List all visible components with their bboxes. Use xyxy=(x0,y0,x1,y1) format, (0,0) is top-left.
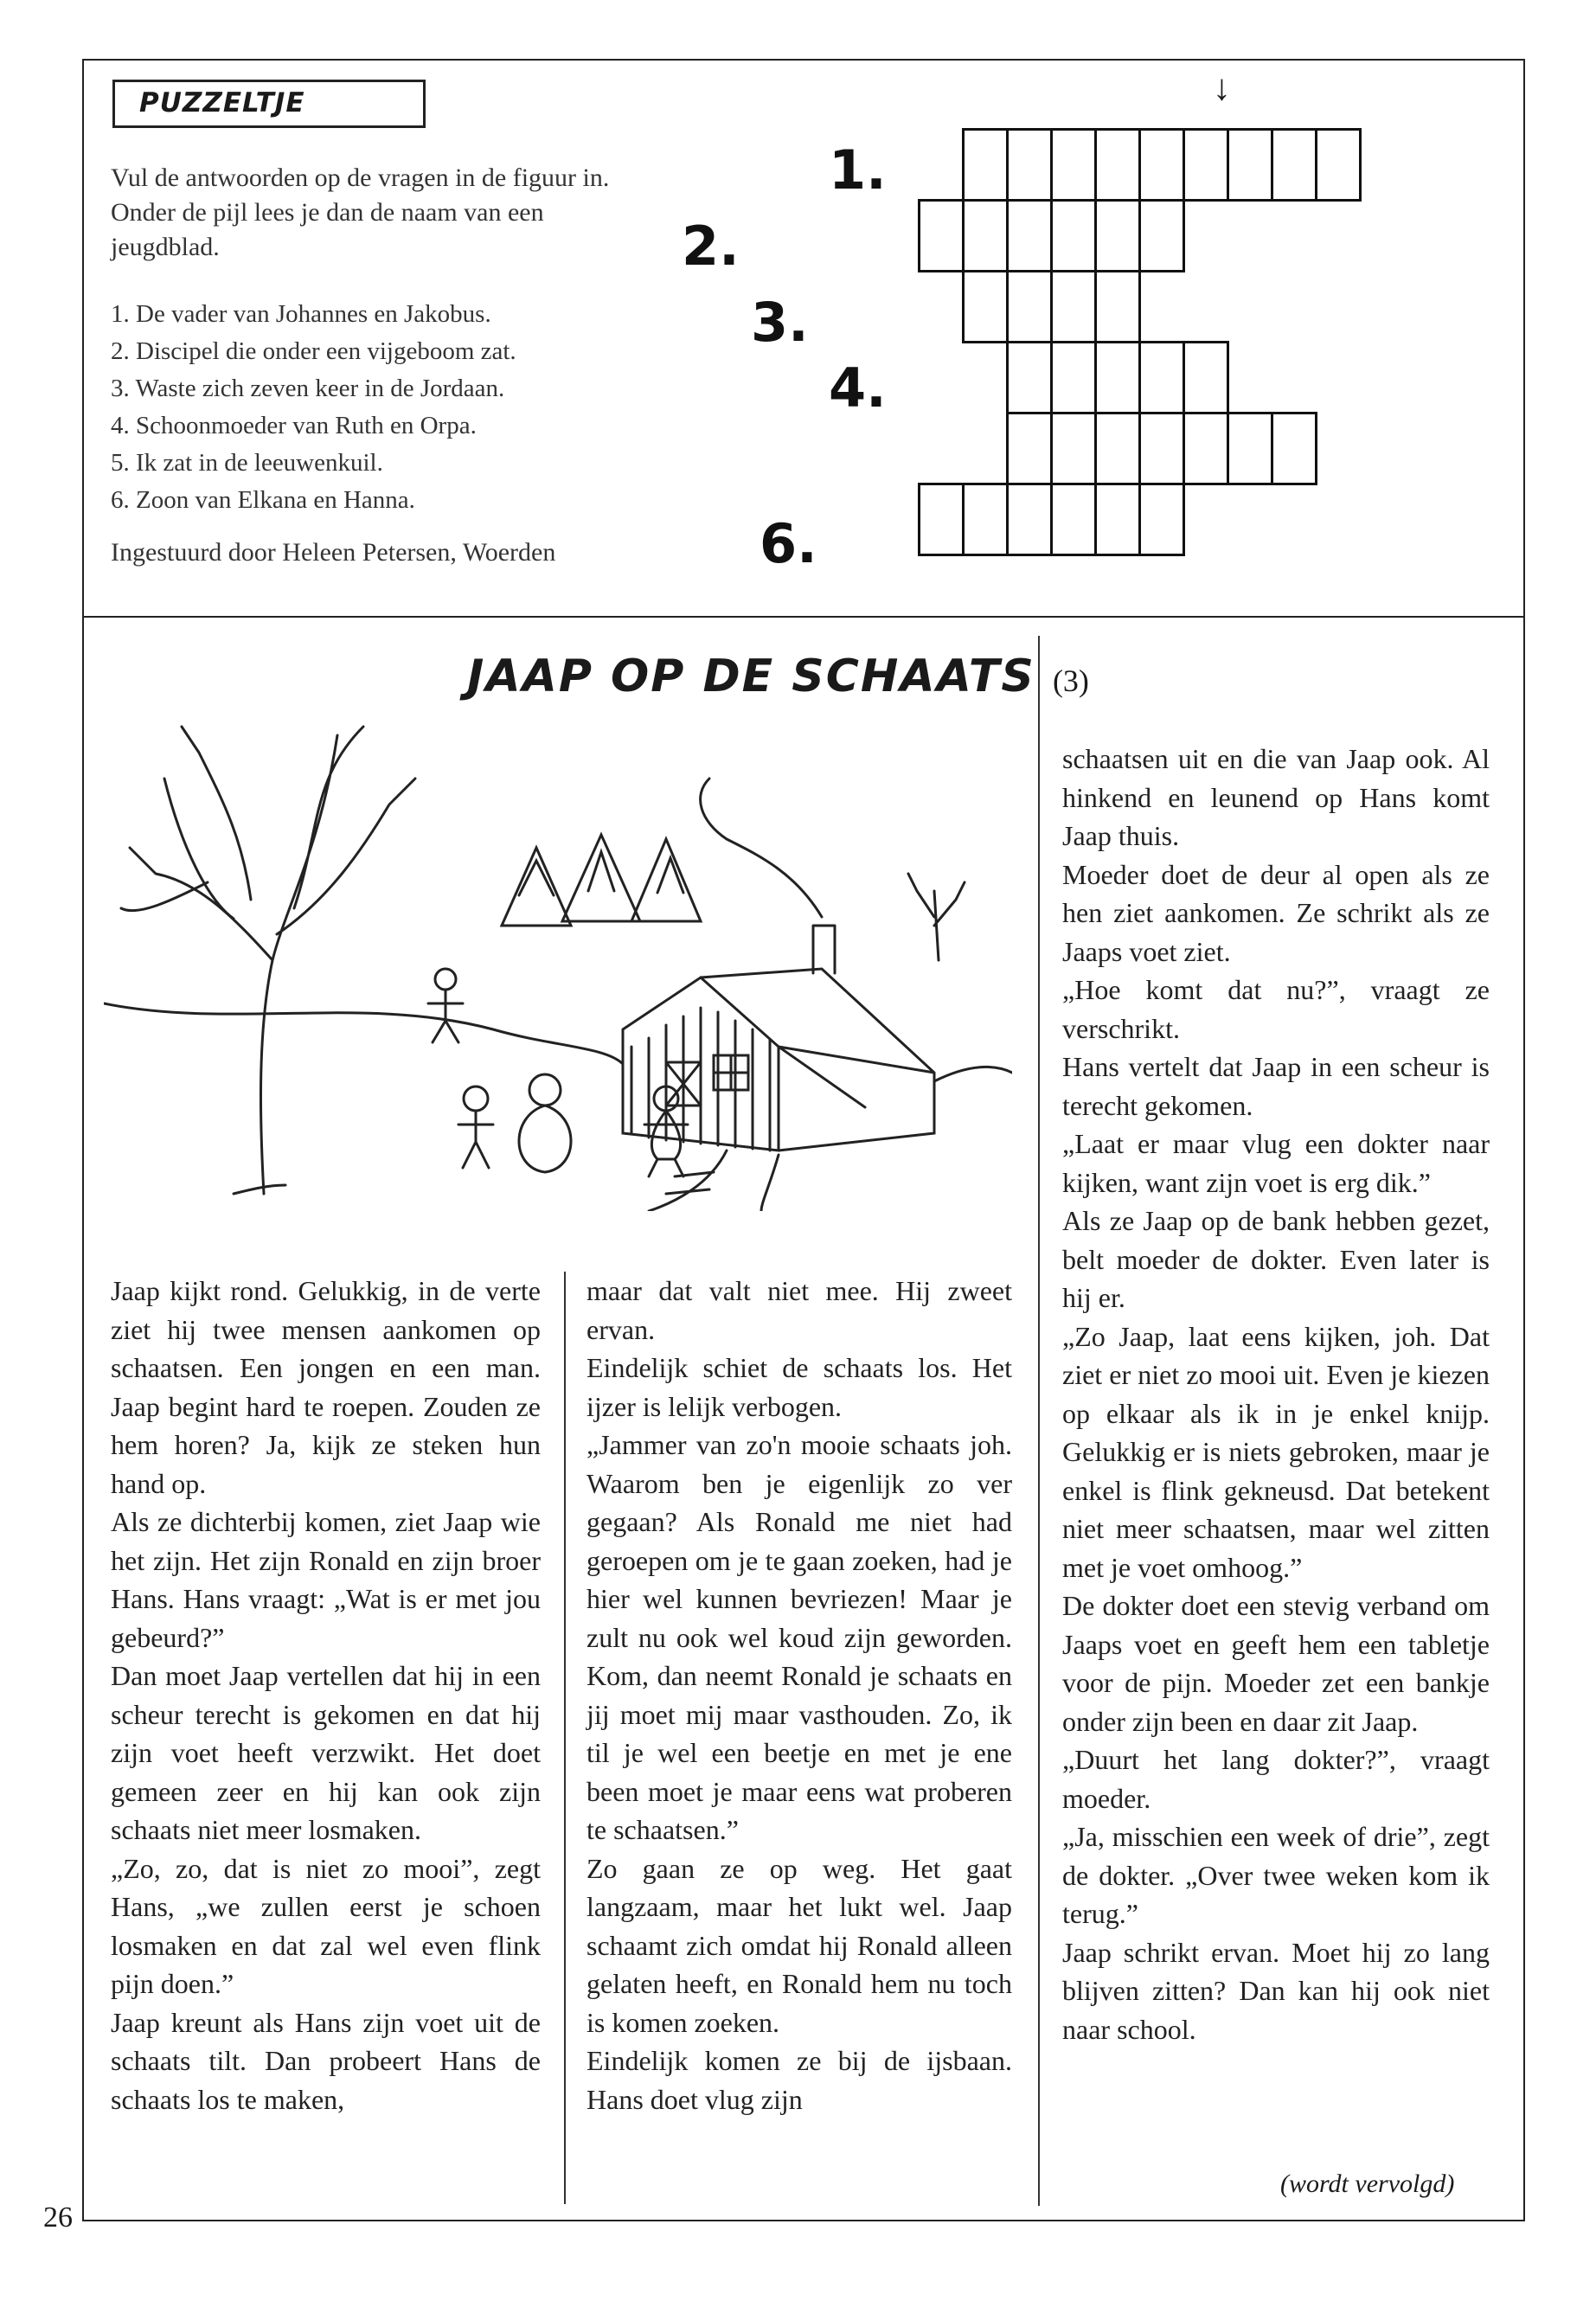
question-2: 2. Discipel die onder een vijgeboom zat. xyxy=(111,337,516,365)
bare-tree xyxy=(121,727,415,1194)
crossword-cell xyxy=(1006,199,1053,272)
col3-paragraph: schaatsen uit en die van Jaap ook. Al hinkend en leunend op Hans komt Jaap thuis. xyxy=(1062,743,1490,851)
crossword-cell xyxy=(1006,341,1053,414)
crossword-cell xyxy=(1138,128,1185,202)
col2-paragraph: maar dat valt niet mee. Hij zweet ervan. xyxy=(586,1275,1012,1345)
col2-paragraph: Eindelijk schiet de schaats los. Het ijzer is lelijk verbogen. xyxy=(586,1352,1012,1422)
story-column-3 xyxy=(1062,740,1490,2048)
crossword-cell xyxy=(962,128,1009,202)
grid-label-1: 1. xyxy=(829,138,887,202)
crossword-cell xyxy=(1050,199,1097,272)
col3-paragraph: De dokter doet een stevig verband om Jaaps voet en geeft hem een tabletje voor de pijn. Moeder zet een bankje onder zijn been en daar zit Jaap. xyxy=(1062,1590,1490,1737)
crossword-cell xyxy=(1183,128,1229,202)
crossword-cell xyxy=(1094,128,1141,202)
crossword-cell xyxy=(1094,270,1141,343)
col2-paragraph: Eindelijk komen ze bij de ijsbaan. Hans doet vlug zijn xyxy=(586,2045,1012,2115)
col1-paragraph: Jaap kijkt rond. Gelukkig, in de verte ziet hij twee mensen aankomen op schaatsen. Een jongen en een man. Jaap begint hard te roepen. Zouden ze hem horen? Ja, kijk ze steken hun hand op. xyxy=(111,1275,541,1499)
crossword-cell xyxy=(1227,128,1273,202)
crossword-cell xyxy=(962,270,1009,343)
story-column-2 xyxy=(586,1272,1012,2118)
down-arrow-icon: ↓ xyxy=(1213,68,1231,108)
crossword-cell xyxy=(1138,199,1185,272)
crossword-cell xyxy=(1050,341,1097,414)
puzzle-intro: Vul de antwoorden op de vragen in de figuur in. Onder de pijl lees je dan de naam van een jeugdblad. xyxy=(111,163,610,261)
crossword-cell xyxy=(962,483,1009,556)
crossword-cell xyxy=(1315,128,1362,202)
crossword-cell xyxy=(1050,270,1097,343)
column-rule xyxy=(1038,636,1040,2206)
crossword-cell xyxy=(1138,341,1185,414)
crossword-cell xyxy=(1094,341,1141,414)
page-number: 26 xyxy=(43,2202,73,2234)
puzzle-credit: Ingestuurd door Heleen Petersen, Woerden xyxy=(111,538,556,567)
pine-trees xyxy=(502,835,701,926)
col3-paragraph: „Laat er maar vlug een dokter naar kijken, want zijn voet is erg dik.” xyxy=(1062,1128,1490,1198)
col1-paragraph: Als ze dichterbij komen, ziet Jaap wie het zijn. Het zijn Ronald en zijn broer Hans. Hans vraagt: „Wat is er met jou gebeurd?” xyxy=(111,1506,541,1653)
crossword-cell xyxy=(918,199,965,272)
grid-label-6: 6. xyxy=(760,512,817,575)
crossword-cell xyxy=(962,199,1009,272)
chimney xyxy=(813,926,835,973)
col3-paragraph: Als ze Jaap op de bank hebben gezet, belt moeder de dokter. Even later is hij er. xyxy=(1062,1205,1490,1313)
col2-paragraph: „Jammer van zo'n mooie schaats joh. Waarom ben je eigenlijk zo ver gegaan? Als Ronald me niet had geroepen om je te gaan zoeken, had je hier wel kunnen bevriezen! Maar je zult nu ook wel koud zijn geworden. Kom, dan neemt Ronald je schaats en jij moet mij maar vasthouden. Zo, ik til je wel een beetje en met je ene been moet je maar eens wat proberen te schaatsen.” xyxy=(586,1429,1012,1845)
puzzle-label-box xyxy=(112,80,426,128)
crossword-cell xyxy=(1006,412,1053,485)
winter-illustration xyxy=(104,701,1012,1211)
crossword-cell xyxy=(1183,341,1229,414)
snowman xyxy=(519,1106,571,1172)
crossword-cell xyxy=(1006,128,1053,202)
col3-paragraph: Hans vertelt dat Jaap in een scheur is terecht gekomen. xyxy=(1062,1051,1490,1121)
col3-paragraph: „Duurt het lang dokter?”, vraagt moeder. xyxy=(1062,1744,1490,1814)
question-3: 3. Waste zich zeven keer in de Jordaan. xyxy=(111,375,505,402)
crossword-cell xyxy=(1138,412,1185,485)
col3-paragraph: „Ja, misschien een week of drie”, zegt de dokter. „Over twee weken kom ik terug.” xyxy=(1062,1821,1490,1929)
crossword-cell xyxy=(1006,483,1053,556)
crossword-cell xyxy=(918,483,965,556)
col1-paragraph: Jaap kreunt als Hans zijn voet uit de schaats tilt. Dan probeert Hans de schaats los te maken, xyxy=(111,2006,541,2115)
question-1: 1. De vader van Johannes en Jakobus. xyxy=(111,300,491,328)
question-6: 6. Zoon van Elkana en Hanna. xyxy=(111,486,415,514)
col3-paragraph: Jaap schrikt ervan. Moet hij zo lang blijven zitten? Dan kan hij ook niet naar school. xyxy=(1062,1936,1490,2045)
crossword-cell xyxy=(1227,412,1273,485)
puzzle-questions xyxy=(111,296,699,519)
col3-paragraph: Moeder doet de deur al open als ze hen ziet aankomen. Ze schrikt als ze Jaaps voet ziet. xyxy=(1062,858,1490,967)
continued-note: (wordt vervolgd) xyxy=(1280,2170,1455,2198)
col1-paragraph: „Zo, zo, dat is niet zo mooi”, zegt Hans, „we zullen eerst je schoen losmaken en dat zal wel even flink pijn doen.” xyxy=(111,1852,541,1999)
story-column-1 xyxy=(111,1272,541,2118)
col1-paragraph: Dan moet Jaap vertellen dat hij in een scheur terecht is gekomen en dat hij zijn voet heeft verzwikt. Het doet gemeen zeer en hij kan ook zijn schaats niet meer losmaken. xyxy=(111,1660,541,1845)
crossword-cell xyxy=(1050,412,1097,485)
grid-label-4: 4. xyxy=(829,356,887,420)
crossword-cell xyxy=(1050,483,1097,556)
col3-paragraph: „Hoe komt dat nu?”, vraagt ze verschrikt. xyxy=(1062,974,1490,1044)
story-title xyxy=(467,651,1089,702)
section-divider xyxy=(82,616,1525,618)
crossword-cell xyxy=(1271,412,1317,485)
crossword-cell xyxy=(1094,483,1141,556)
grid-label-3: 3. xyxy=(751,291,809,354)
crossword-cell xyxy=(1094,199,1141,272)
crossword-cell xyxy=(1006,270,1053,343)
story-part: (3) xyxy=(1052,663,1089,698)
crossword-cell xyxy=(1271,128,1317,202)
question-5: 5. Ik zat in de leeuwenkuil. xyxy=(111,449,383,477)
column-rule xyxy=(564,1272,566,2204)
puzzle-label: PUZZELTJE xyxy=(139,87,305,119)
crossword-cell xyxy=(1050,128,1097,202)
crossword-cell xyxy=(1183,412,1229,485)
col3-paragraph: „Zo Jaap, laat eens kijken, joh. Dat ziet er niet zo mooi uit. Even je kiezen op elkaar als ik in je enkel knijp. Gelukkig er is niets gebroken, maar je enkel is flink gekneusd. Dat betekent niet meer schaatsen, maar wel zitten met je voet omhoog.” xyxy=(1062,1320,1490,1583)
question-4: 4. Schoonmoeder van Ruth en Orpa. xyxy=(111,412,477,439)
crossword-cell xyxy=(1138,483,1185,556)
story-title-text: JAAP OP DE SCHAATS xyxy=(467,651,1035,702)
grid-label-2: 2. xyxy=(682,215,740,278)
crossword-cell xyxy=(1094,412,1141,485)
col2-paragraph: Zo gaan ze op weg. Het gaat langzaam, maar het lukt wel. Jaap schaamt zich omdat hij Ronald alleen gelaten heeft, en Ronald hem nu toch is komen zoeken. xyxy=(586,1852,1012,2038)
